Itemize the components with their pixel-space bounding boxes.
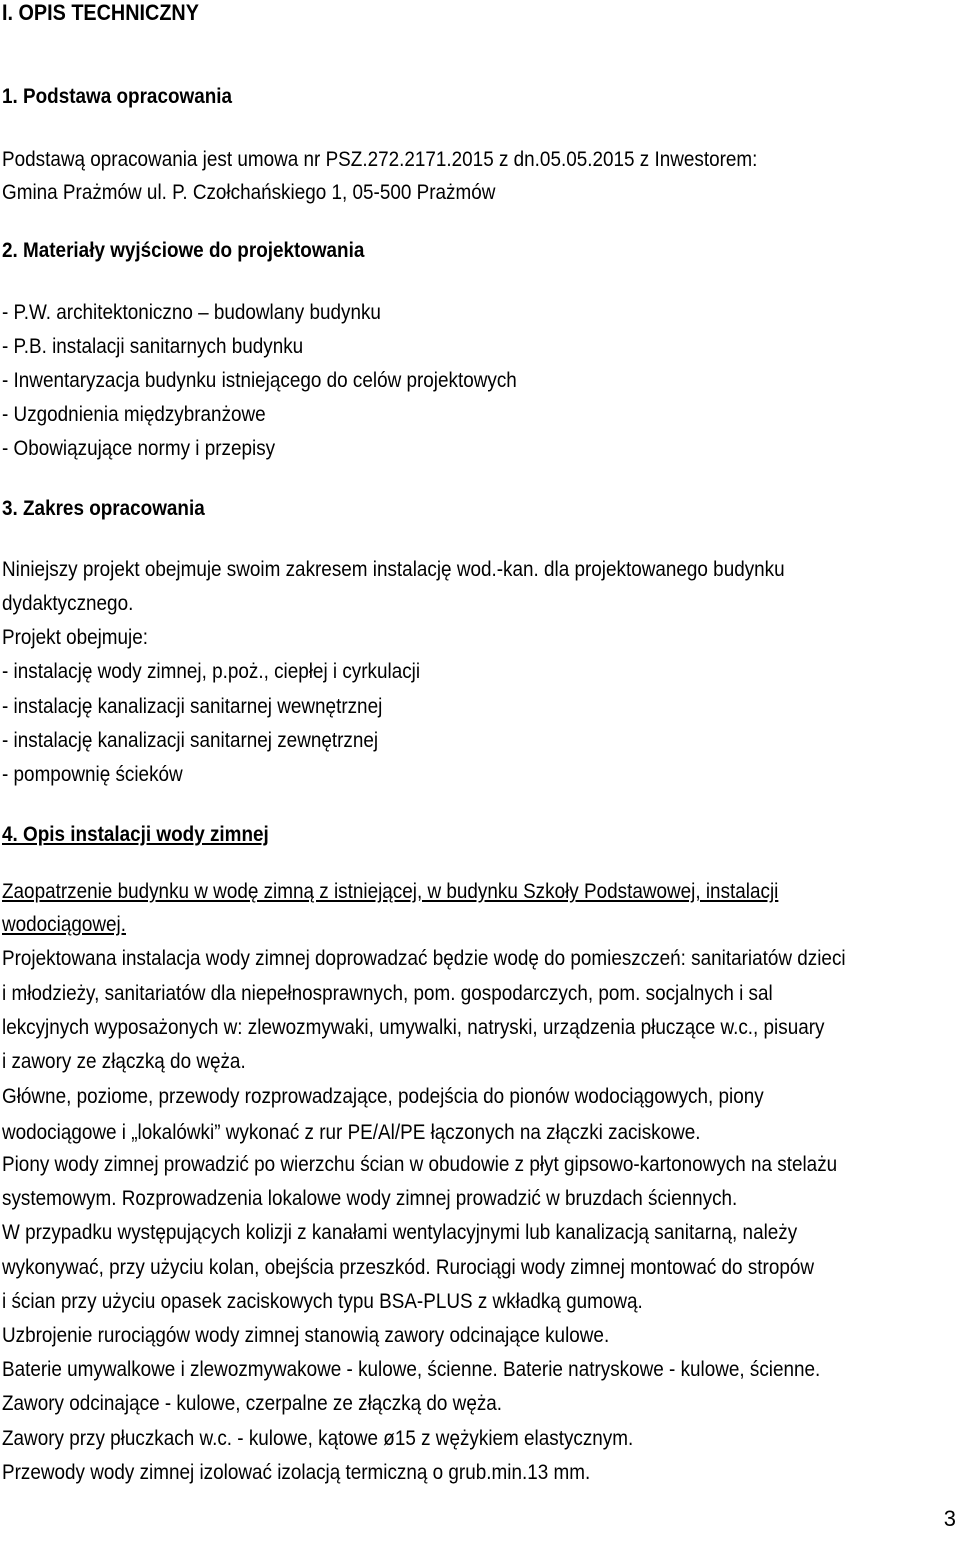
list-item: - P.W. architektoniczno – budowlany budynku: [2, 301, 381, 324]
list-item: - pompownię ścieków: [2, 763, 183, 786]
list-item: - P.B. instalacji sanitarnych budynku: [2, 335, 304, 358]
paragraph-line: Przewody wody zimnej izolować izolacją termiczną o grub.min.13 mm.: [2, 1461, 591, 1484]
paragraph-line: Baterie umywalkowe i zlewozmywakowe - kulowe, ścienne. Baterie natryskowe - kulowe, ścienne.: [2, 1358, 821, 1381]
paragraph-line: i ścian przy użyciu opasek zaciskowych typu BSA-PLUS z wkładką gumową.: [2, 1290, 643, 1313]
underlined-line: Zaopatrzenie budynku w wodę zimną z istniejącej, w budynku Szkoły Podstawowej, instalacji: [2, 880, 779, 903]
paragraph-line: i młodzieży, sanitariatów dla niepełnosprawnych, pom. gospodarczych, pom. socjalnych i sal: [2, 982, 773, 1005]
paragraph-line: Projekt obejmuje:: [2, 626, 149, 649]
paragraph-line: lekcyjnych wyposażonych w: zlewozmywaki, umywalki, natryski, urządzenia płuczące w.c., pisuary: [2, 1016, 825, 1039]
paragraph-line: W przypadku występujących kolizji z kanałami wentylacyjnymi lub kanalizacją sanitarną, należy: [2, 1221, 798, 1244]
paragraph-line: Uzbrojenie rurociągów wody zimnej stanowią zawory odcinające kulowe.: [2, 1324, 610, 1347]
section-heading-2: 2. Materiały wyjściowe do projektowania: [2, 239, 365, 262]
list-item: - instalację wody zimnej, p.poż., ciepłej i cyrkulacji: [2, 660, 421, 683]
list-item: - instalację kanalizacji sanitarnej zewnętrznej: [2, 729, 379, 752]
section-heading-3: 3. Zakres opracowania: [2, 497, 205, 520]
paragraph-line: systemowym. Rozprowadzenia lokalowe wody zimnej prowadzić w bruzdach ściennych.: [2, 1187, 738, 1210]
paragraph-line: i zawory ze złączką do węża.: [2, 1050, 246, 1073]
list-item: - Obowiązujące normy i przepisy: [2, 437, 276, 460]
paragraph-line: Gmina Prażmów ul. P. Czołchańskiego 1, 05-500 Prażmów: [2, 181, 496, 204]
section-heading-1: 1. Podstawa opracowania: [2, 85, 233, 108]
paragraph-line: Piony wody zimnej prowadzić po wierzchu ścian w obudowie z płyt gipsowo-kartonowych na stelażu: [2, 1153, 838, 1176]
paragraph-line: dydaktycznego.: [2, 592, 134, 615]
paragraph-line: Główne, poziome, przewody rozprowadzające, podejścia do pionów wodociągowych, piony: [2, 1085, 764, 1108]
underlined-line: wodociągowej.: [2, 913, 126, 936]
paragraph-line: wykonywać, przy użyciu kolan, obejścia przeszkód. Rurociągi wody zimnej montować do stropów: [2, 1256, 815, 1279]
document-title: I. OPIS TECHNICZNY: [2, 0, 199, 25]
section-heading-4: 4. Opis instalacji wody zimnej: [2, 823, 269, 846]
list-item: - instalację kanalizacji sanitarnej wewnętrznej: [2, 695, 383, 718]
paragraph-line: Zawory odcinające - kulowe, czerpalne ze złączką do węża.: [2, 1392, 503, 1415]
paragraph-line: wodociągowe i „lokalówki” wykonać z rur PE/Al/PE łączonych na złączki zaciskowe.: [2, 1121, 701, 1144]
paragraph-line: Zawory przy płuczkach w.c. - kulowe, kątowe ø15 z wężykiem elastycznym.: [2, 1427, 634, 1450]
list-item: - Uzgodnienia międzybranżowe: [2, 403, 266, 426]
page-number: 3: [943, 1506, 956, 1531]
list-item: - Inwentaryzacja budynku istniejącego do celów projektowych: [2, 369, 517, 392]
paragraph-line: Projektowana instalacja wody zimnej doprowadzać będzie wodę do pomieszczeń: sanitariatów dzieci: [2, 947, 846, 970]
paragraph-line: Niniejszy projekt obejmuje swoim zakresem instalację wod.-kan. dla projektowanego budynku: [2, 558, 785, 581]
paragraph-line: Podstawą opracowania jest umowa nr PSZ.272.2171.2015 z dn.05.05.2015 z Inwestorem:: [2, 148, 758, 171]
